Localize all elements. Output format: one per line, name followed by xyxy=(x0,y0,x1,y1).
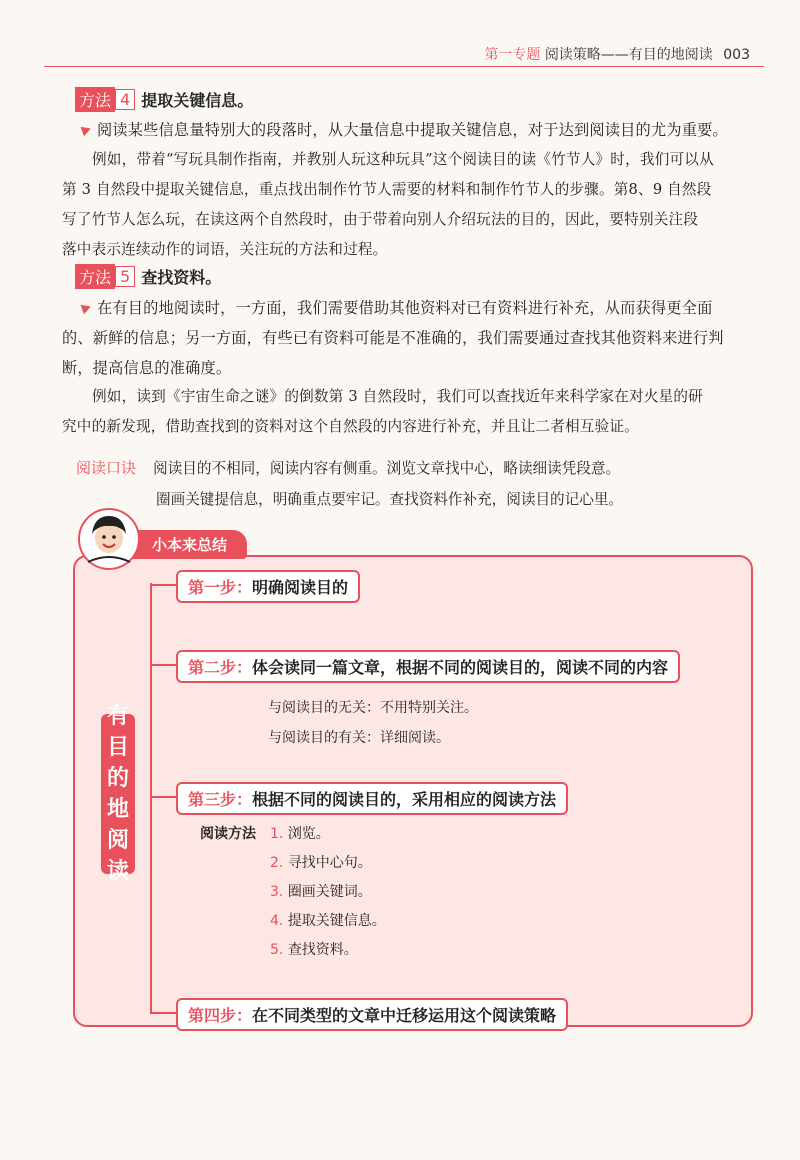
method-tag: 方法 xyxy=(75,264,115,289)
example-2 xyxy=(62,382,752,442)
tree-branch xyxy=(150,1012,176,1014)
example-1-line: 落中表示连续动作的词语，关注玩的方法和过程。 xyxy=(62,241,388,258)
method-item: 2. 寻找中心句。 xyxy=(270,855,372,871)
boy-avatar-icon xyxy=(78,508,140,570)
methods-label: 阅读方法 xyxy=(200,826,256,842)
example-2-line: 例如，读到《宇宙生命之谜》的倒数第 3 自然段时，我们可以查找近年来科学家在对火星的研 xyxy=(92,388,703,405)
step-3-box xyxy=(176,782,568,815)
methods-list xyxy=(200,820,386,965)
summary-tab: 小本来总结 xyxy=(104,530,247,559)
method-item: 1. 浏览。 xyxy=(270,826,330,842)
reading-rhyme xyxy=(76,453,623,515)
example-1-line: 第 3 自然段中提取关键信息，重点找出制作竹节人需要的材料和制作竹节人的步骤。第8、9 自然段 xyxy=(62,181,712,198)
method-4-heading xyxy=(75,87,253,112)
method-item: 3. 圈画关键词。 xyxy=(270,884,372,900)
vertical-char: 地 xyxy=(106,797,129,822)
step-label: 第三步： xyxy=(188,790,253,809)
method-title: 提取关键信息。 xyxy=(141,91,254,110)
rhyme-line-2: 圈画关键提信息，明确重点要牢记。查找资料作补充，阅读目的记心里。 xyxy=(156,491,624,508)
step-text: 根据不同的阅读目的，采用相应的阅读方法 xyxy=(252,790,557,809)
example-2-line: 究中的新发现，借助查找到的资料对这个自然段的内容进行补充，并且让二者相互验证。 xyxy=(62,418,639,435)
rhyme-label: 阅读口诀 xyxy=(76,459,137,477)
step-2-details xyxy=(268,693,478,753)
step-text: 明确阅读目的 xyxy=(252,578,349,597)
rhyme-line-1: 阅读目的不相同，阅读内容有侧重。浏览文章找中心，略读细读凭段意。 xyxy=(153,460,621,477)
paragraph-2 xyxy=(62,293,752,383)
step-label: 第一步： xyxy=(188,578,253,597)
method-number: 5 xyxy=(115,266,135,287)
step-1-box xyxy=(176,570,360,603)
method-item: 4. 提取关键信息。 xyxy=(270,913,386,929)
step-label: 第二步： xyxy=(188,658,253,677)
method-tag: 方法 xyxy=(75,87,115,112)
header-section: 第一专题 xyxy=(484,47,541,63)
paragraph-2-line: 的、新鲜的信息；另一方面，有些已有资料可能是不准确的，我们需要通过查找其他资料来进行判 xyxy=(62,329,724,347)
detail-line: 与阅读目的有关：详细阅读。 xyxy=(268,730,450,746)
bullet-icon xyxy=(81,302,93,314)
paragraph-1 xyxy=(82,115,762,145)
header-rule xyxy=(44,66,764,67)
vertical-char: 目 xyxy=(106,735,129,760)
detail-line: 与阅读目的无关：不用特别关注。 xyxy=(268,700,478,716)
step-text: 体会读同一篇文章，根据不同的阅读目的，阅读不同的内容 xyxy=(252,658,669,677)
tree-branch xyxy=(150,664,176,666)
tree-branch xyxy=(150,796,176,798)
vertical-char: 阅 xyxy=(106,828,129,853)
step-4-box xyxy=(176,998,568,1031)
paragraph-2-line: 在有目的地阅读时，一方面，我们需要借助其他资料对已有资料进行补充，从而获得更全面 xyxy=(97,299,713,317)
step-label: 第四步： xyxy=(188,1006,253,1025)
bullet-icon xyxy=(81,124,93,136)
example-1 xyxy=(62,145,752,265)
running-header xyxy=(484,44,750,64)
vertical-title xyxy=(101,704,135,884)
step-2-box xyxy=(176,650,680,683)
example-1-line: 写了竹节人怎么玩，在读这两个自然段时，由于带着向别人介绍玩法的目的，因此，要特别关注段 xyxy=(62,211,699,228)
tree-branch xyxy=(150,584,176,586)
step-text: 在不同类型的文章中迁移运用这个阅读策略 xyxy=(252,1006,557,1025)
paragraph-2-line: 断，提高信息的准确度。 xyxy=(62,359,232,377)
method-title: 查找资料。 xyxy=(141,268,222,287)
vertical-char: 读 xyxy=(106,859,129,884)
vertical-char: 的 xyxy=(106,766,129,791)
vertical-char: 有 xyxy=(106,704,129,729)
tree-trunk xyxy=(150,583,152,1013)
example-1-line: 例如，带着“写玩具制作指南，并教别人玩这种玩具”这个阅读目的读《竹节人》时，我们可以从 xyxy=(92,151,714,168)
paragraph-1-text: 阅读某些信息量特别大的段落时，从大量信息中提取关键信息，对于达到阅读目的尤为重要。 xyxy=(97,121,728,139)
method-item: 5. 查找资料。 xyxy=(270,942,358,958)
method-5-heading xyxy=(75,264,221,289)
method-number: 4 xyxy=(115,89,135,110)
page-number: 003 xyxy=(723,47,750,63)
header-title: 阅读策略——有目的地阅读 xyxy=(544,47,713,63)
